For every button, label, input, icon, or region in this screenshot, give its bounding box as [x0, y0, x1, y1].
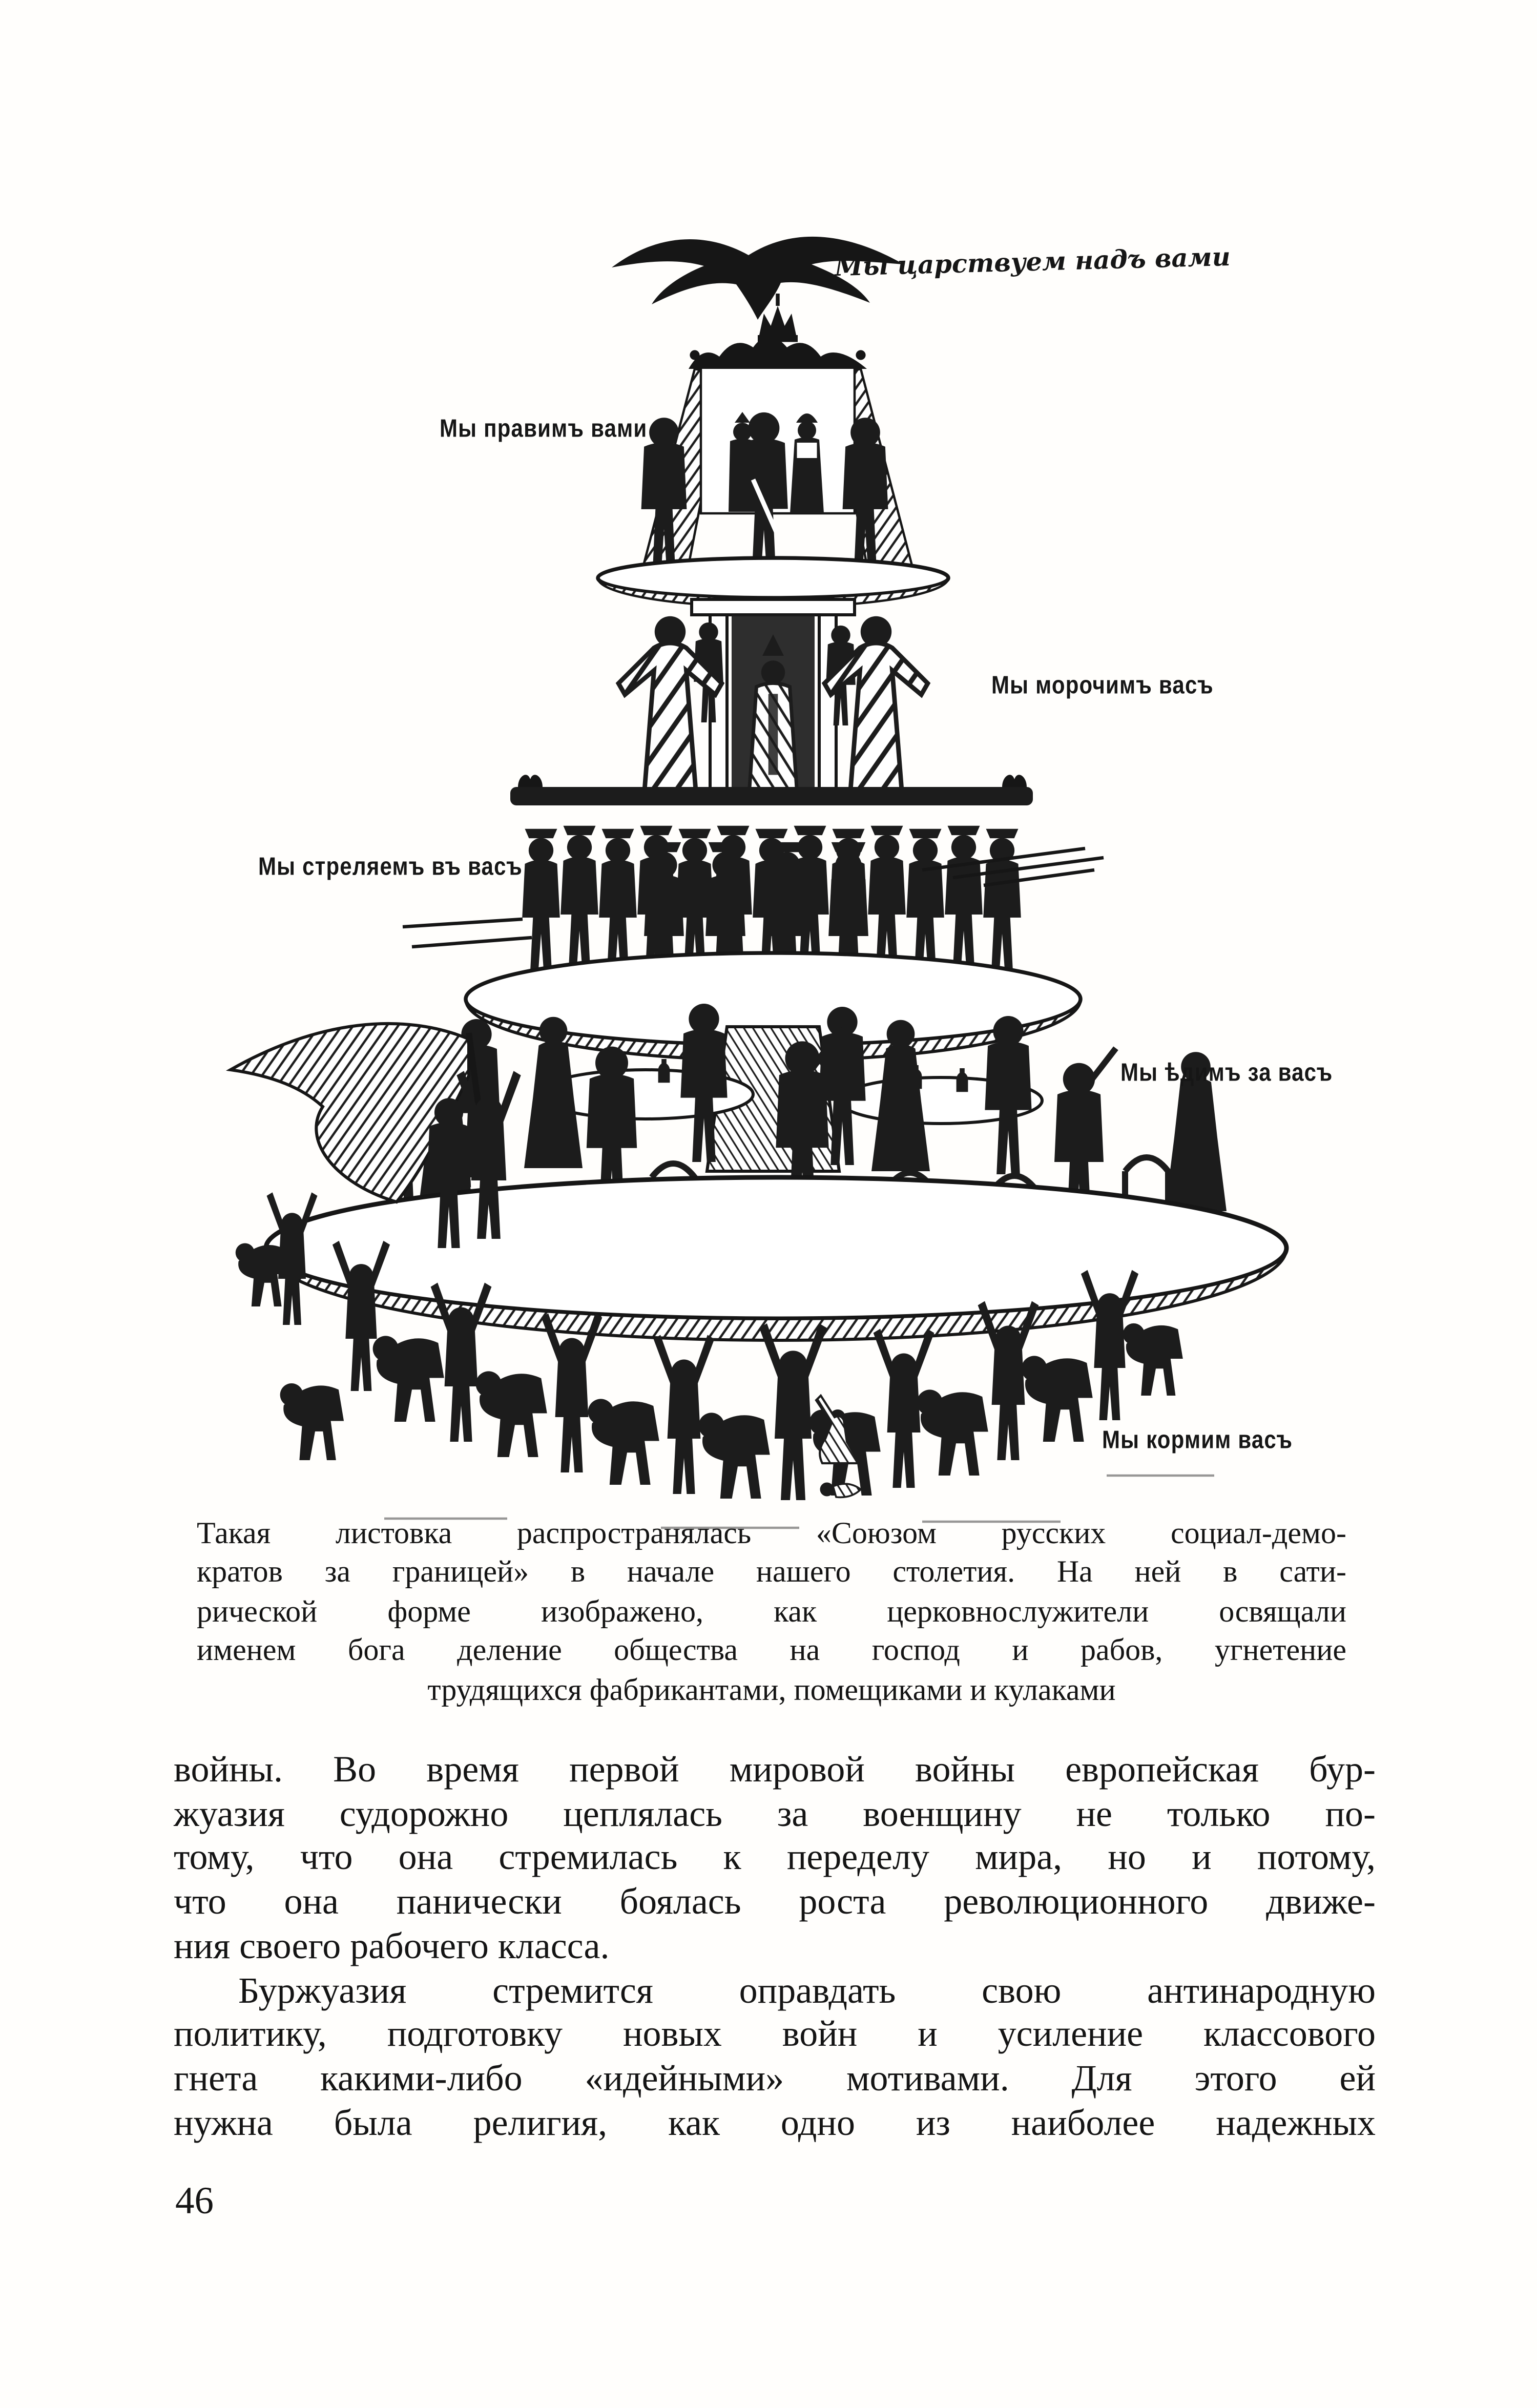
body-line: Буржуазия стремится оправдать свою антинародную	[238, 1971, 1376, 2011]
illustration-caption	[197, 1516, 1346, 1711]
body-line: войны. Во время первой мировой войны европейская бур-	[174, 1751, 1376, 1791]
soldiers-tier	[403, 775, 1104, 1061]
body-line: тому, что она стремилась к переделу мира, но и потому,	[174, 1839, 1376, 1879]
body-line: жуазия судорожно цеплялась за военщину не только по-	[174, 1795, 1376, 1835]
label-we-feed-you: Мы кормим васъ	[1102, 1424, 1293, 1454]
caption-line: Такая листовка распространялась «Союзом русских социал-демо-	[197, 1517, 1346, 1551]
body-line: политику, подготовку новых войн и усиление классового	[174, 2015, 1376, 2056]
body-line: гнета какими-либо «идейными» мотивами. Для этого ей	[174, 2059, 1376, 2100]
label-we-eat-for-you: Мы ѣдимъ за васъ	[1120, 1057, 1333, 1087]
body-line: нужна была религия, как одно из наиболее надежных	[174, 2103, 1376, 2144]
label-we-shoot-you: Мы стреляемъ въ васъ	[258, 851, 523, 881]
caption-line: трудящихся фабрикантами, помещиками и кулаками	[427, 1673, 1116, 1707]
body-text	[174, 1749, 1376, 2146]
label-we-rule-you: Мы правимъ вами	[440, 413, 648, 443]
clergy-tier	[618, 599, 928, 793]
caption-line: кратов за границей» в начале нашего столетия. На ней в сати-	[197, 1556, 1346, 1590]
label-we-fool-you: Мы морочимъ васъ	[991, 670, 1214, 699]
caption-line: рической форме изображено, как церковнослужители освящали	[197, 1595, 1346, 1629]
page-number: 46	[175, 2181, 214, 2223]
caption-line: именем бога деление общества на господ и рабов, угнетение	[197, 1634, 1346, 1668]
body-line: ния своего рабочего класса.	[174, 1927, 610, 1967]
royal-canopy-tier	[598, 294, 948, 607]
body-line: что она панически боялась роста революционного движе-	[174, 1883, 1376, 1923]
label-we-reign-over-you: Мы царствуем надъ вами	[834, 242, 1231, 282]
